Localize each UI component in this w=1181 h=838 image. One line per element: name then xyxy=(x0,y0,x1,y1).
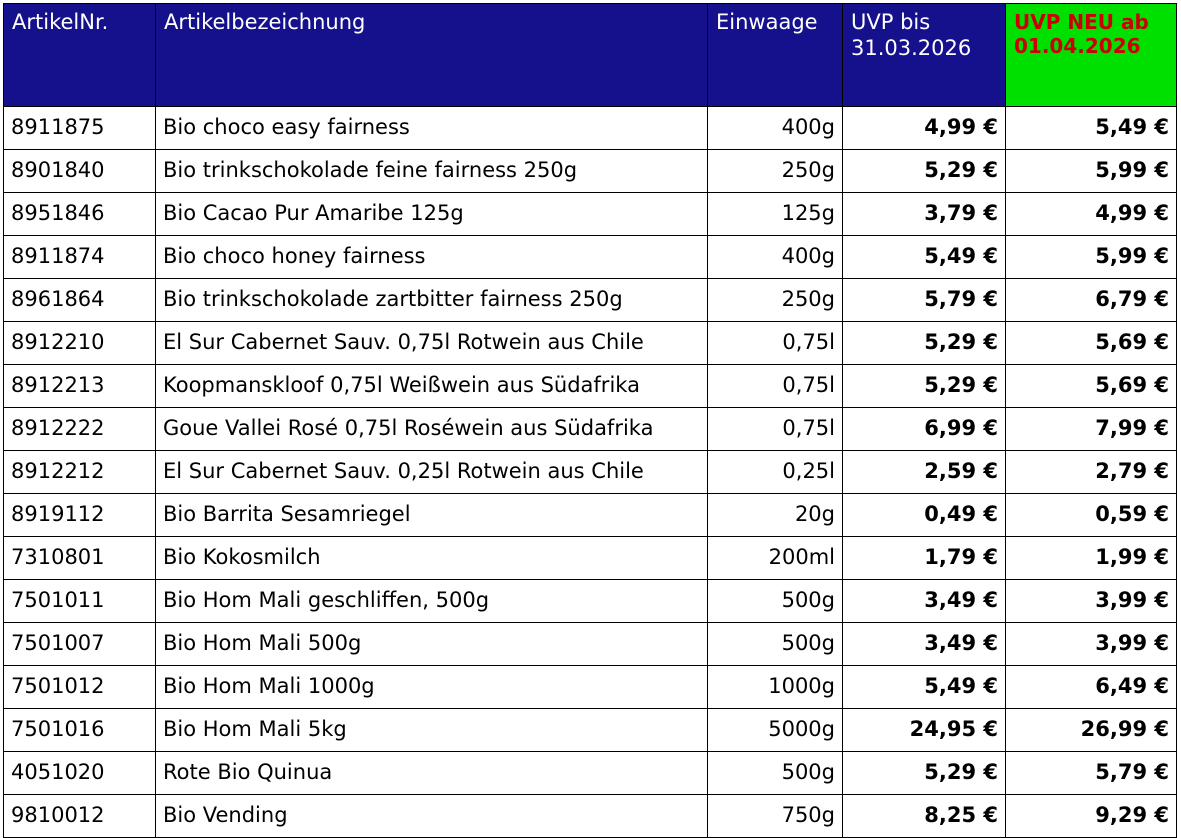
cell-article-number: 8912213 xyxy=(4,365,156,408)
cell-weight: 20g xyxy=(708,494,843,537)
cell-article-number: 7501016 xyxy=(4,709,156,752)
cell-new-price: 5,99 € xyxy=(1006,150,1177,193)
price-table xyxy=(3,3,1177,838)
cell-old-price: 3,79 € xyxy=(843,193,1006,236)
cell-old-price: 5,29 € xyxy=(843,150,1006,193)
cell-weight: 1000g xyxy=(708,666,843,709)
cell-old-price: 0,49 € xyxy=(843,494,1006,537)
cell-old-price: 5,79 € xyxy=(843,279,1006,322)
table-row xyxy=(4,795,1177,838)
cell-new-price: 5,69 € xyxy=(1006,322,1177,365)
column-header-old-price: UVP bis 31.03.2026 xyxy=(843,4,1006,107)
table-row xyxy=(4,322,1177,365)
table-row xyxy=(4,623,1177,666)
cell-old-price: 2,59 € xyxy=(843,451,1006,494)
cell-weight: 250g xyxy=(708,279,843,322)
table-row xyxy=(4,279,1177,322)
cell-weight: 400g xyxy=(708,107,843,150)
cell-weight: 0,75l xyxy=(708,408,843,451)
cell-article-description: Bio Barrita Sesamriegel xyxy=(156,494,708,537)
cell-article-number: 7501011 xyxy=(4,580,156,623)
cell-weight: 200ml xyxy=(708,537,843,580)
table-row xyxy=(4,752,1177,795)
cell-article-description: Bio trinkschokolade feine fairness 250g xyxy=(156,150,708,193)
header-row xyxy=(4,4,1177,107)
table-row xyxy=(4,537,1177,580)
column-header-new-price: UVP NEU ab 01.04.2026 xyxy=(1006,4,1177,107)
column-header-article-number: ArtikelNr. xyxy=(4,4,156,107)
table-row xyxy=(4,709,1177,752)
cell-new-price: 2,79 € xyxy=(1006,451,1177,494)
cell-article-description: Bio Hom Mali 1000g xyxy=(156,666,708,709)
cell-weight: 400g xyxy=(708,236,843,279)
cell-article-description: Bio Kokosmilch xyxy=(156,537,708,580)
table-row xyxy=(4,107,1177,150)
table-row xyxy=(4,580,1177,623)
cell-weight: 125g xyxy=(708,193,843,236)
cell-article-number: 8911875 xyxy=(4,107,156,150)
cell-new-price: 3,99 € xyxy=(1006,580,1177,623)
cell-article-description: Bio trinkschokolade zartbitter fairness 250g xyxy=(156,279,708,322)
cell-article-number: 8919112 xyxy=(4,494,156,537)
cell-article-number: 4051020 xyxy=(4,752,156,795)
cell-article-description: Bio choco easy fairness xyxy=(156,107,708,150)
table-row xyxy=(4,666,1177,709)
table-row xyxy=(4,365,1177,408)
cell-old-price: 5,29 € xyxy=(843,365,1006,408)
cell-new-price: 6,49 € xyxy=(1006,666,1177,709)
cell-old-price: 4,99 € xyxy=(843,107,1006,150)
cell-article-number: 8951846 xyxy=(4,193,156,236)
cell-new-price: 5,99 € xyxy=(1006,236,1177,279)
cell-article-description: Rote Bio Quinua xyxy=(156,752,708,795)
cell-article-number: 7501007 xyxy=(4,623,156,666)
cell-old-price: 6,99 € xyxy=(843,408,1006,451)
table-row xyxy=(4,150,1177,193)
cell-new-price: 5,49 € xyxy=(1006,107,1177,150)
cell-article-number: 8961864 xyxy=(4,279,156,322)
cell-old-price: 5,29 € xyxy=(843,752,1006,795)
table-header xyxy=(4,4,1177,107)
cell-new-price: 3,99 € xyxy=(1006,623,1177,666)
cell-old-price: 8,25 € xyxy=(843,795,1006,838)
cell-new-price: 0,59 € xyxy=(1006,494,1177,537)
cell-old-price: 5,29 € xyxy=(843,322,1006,365)
column-header-article-description: Artikelbezeichnung xyxy=(156,4,708,107)
table-row xyxy=(4,451,1177,494)
cell-article-description: El Sur Cabernet Sauv. 0,75l Rotwein aus Chile xyxy=(156,322,708,365)
cell-weight: 5000g xyxy=(708,709,843,752)
cell-article-description: Bio Hom Mali 5kg xyxy=(156,709,708,752)
cell-article-number: 8901840 xyxy=(4,150,156,193)
cell-new-price: 7,99 € xyxy=(1006,408,1177,451)
cell-old-price: 24,95 € xyxy=(843,709,1006,752)
cell-new-price: 9,29 € xyxy=(1006,795,1177,838)
cell-new-price: 5,69 € xyxy=(1006,365,1177,408)
cell-old-price: 1,79 € xyxy=(843,537,1006,580)
cell-old-price: 5,49 € xyxy=(843,236,1006,279)
cell-article-description: Bio choco honey fairness xyxy=(156,236,708,279)
cell-weight: 500g xyxy=(708,752,843,795)
cell-old-price: 5,49 € xyxy=(843,666,1006,709)
cell-weight: 0,25l xyxy=(708,451,843,494)
cell-article-description: Goue Vallei Rosé 0,75l Roséwein aus Südafrika xyxy=(156,408,708,451)
column-header-weight: Einwaage xyxy=(708,4,843,107)
cell-weight: 0,75l xyxy=(708,365,843,408)
cell-article-number: 8911874 xyxy=(4,236,156,279)
table-row xyxy=(4,193,1177,236)
table-row xyxy=(4,494,1177,537)
cell-article-description: El Sur Cabernet Sauv. 0,25l Rotwein aus Chile xyxy=(156,451,708,494)
cell-new-price: 26,99 € xyxy=(1006,709,1177,752)
cell-article-description: Bio Hom Mali 500g xyxy=(156,623,708,666)
cell-article-number: 8912210 xyxy=(4,322,156,365)
cell-weight: 750g xyxy=(708,795,843,838)
cell-article-description: Koopmanskloof 0,75l Weißwein aus Südafrika xyxy=(156,365,708,408)
cell-article-number: 8912222 xyxy=(4,408,156,451)
cell-article-description: Bio Vending xyxy=(156,795,708,838)
cell-article-description: Bio Cacao Pur Amaribe 125g xyxy=(156,193,708,236)
cell-article-number: 9810012 xyxy=(4,795,156,838)
cell-weight: 250g xyxy=(708,150,843,193)
cell-old-price: 3,49 € xyxy=(843,580,1006,623)
cell-weight: 500g xyxy=(708,580,843,623)
cell-new-price: 6,79 € xyxy=(1006,279,1177,322)
cell-article-number: 7310801 xyxy=(4,537,156,580)
cell-new-price: 4,99 € xyxy=(1006,193,1177,236)
cell-new-price: 1,99 € xyxy=(1006,537,1177,580)
cell-old-price: 3,49 € xyxy=(843,623,1006,666)
cell-new-price: 5,79 € xyxy=(1006,752,1177,795)
cell-article-description: Bio Hom Mali geschliffen, 500g xyxy=(156,580,708,623)
table-body xyxy=(4,107,1177,838)
cell-weight: 0,75l xyxy=(708,322,843,365)
table-row xyxy=(4,236,1177,279)
cell-article-number: 8912212 xyxy=(4,451,156,494)
table-row xyxy=(4,408,1177,451)
cell-weight: 500g xyxy=(708,623,843,666)
cell-article-number: 7501012 xyxy=(4,666,156,709)
